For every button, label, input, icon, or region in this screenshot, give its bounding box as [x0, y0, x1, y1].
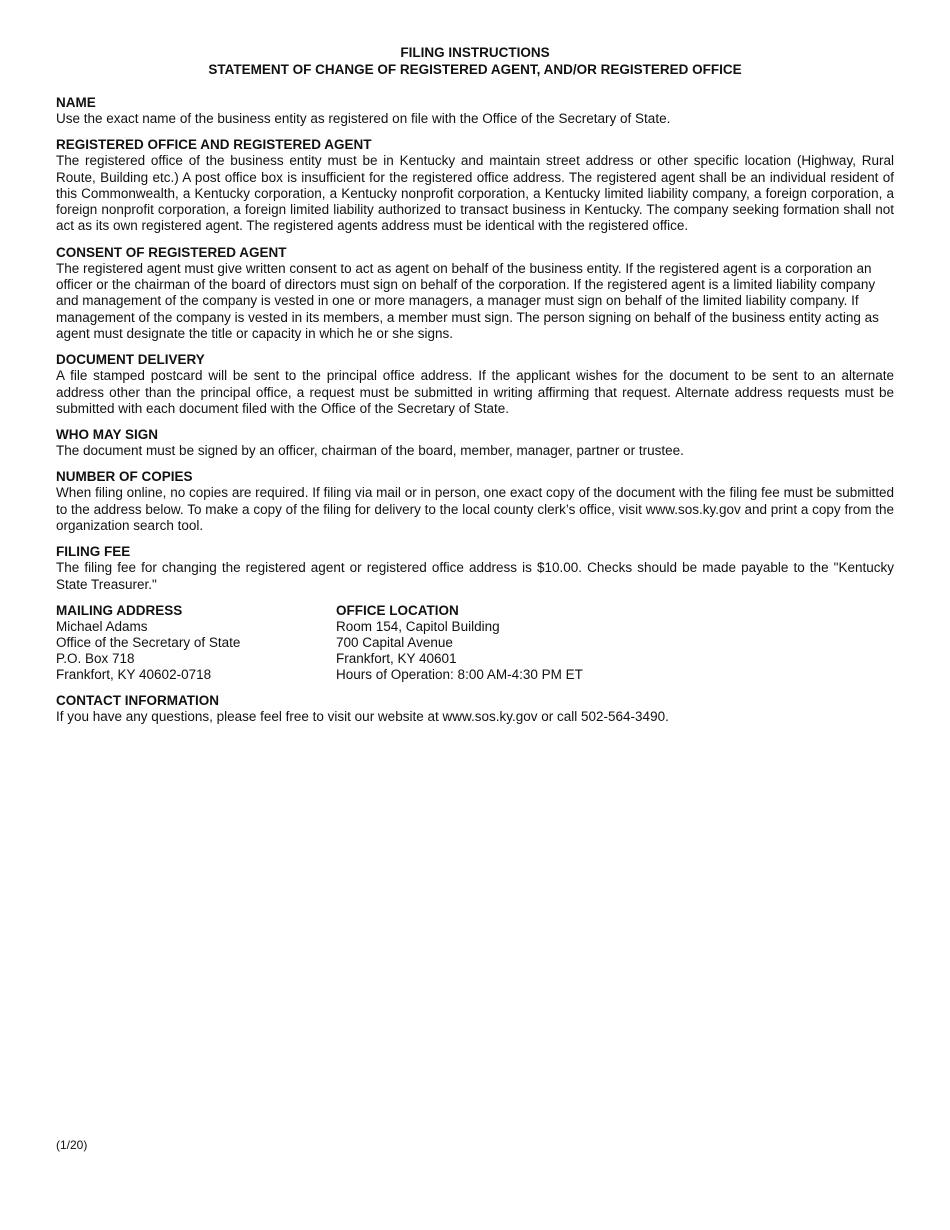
section-heading: FILING FEE	[56, 544, 131, 560]
section-copies	[56, 469, 894, 534]
section-heading: REGISTERED OFFICE AND REGISTERED AGENT	[56, 137, 372, 153]
section-registered-office	[56, 137, 894, 234]
mailing-address-line: Office of the Secretary of State	[56, 634, 241, 650]
office-location-line: Hours of Operation: 8:00 AM-4:30 PM ET	[336, 666, 583, 682]
section-consent	[56, 245, 894, 342]
section-heading: CONTACT INFORMATION	[56, 692, 219, 708]
office-location-block	[336, 603, 736, 683]
section-body: The document must be signed by an officer, chairman of the board, member, manager, partner or trustee.	[56, 443, 684, 459]
section-name	[56, 95, 894, 127]
section-body: Use the exact name of the business entity as registered on file with the Office of the Secretary of State.	[56, 111, 671, 126]
section-delivery	[56, 352, 894, 417]
office-location-line: 700 Capital Avenue	[336, 634, 453, 650]
section-who-may-sign	[56, 427, 894, 459]
page-subtitle: STATEMENT OF CHANGE OF REGISTERED AGENT, AND/OR REGISTERED OFFICE	[208, 62, 742, 77]
office-location-line: Frankfort, KY 40601	[336, 650, 457, 666]
mailing-address-line: Michael Adams	[56, 618, 148, 634]
revision-date: (1/20)	[56, 1138, 88, 1152]
section-fee	[56, 544, 894, 593]
address-columns	[56, 603, 894, 683]
section-contact	[56, 693, 894, 725]
mailing-address-line: Frankfort, KY 40602-0718	[56, 666, 212, 682]
section-heading: NUMBER OF COPIES	[56, 469, 193, 485]
section-heading: DOCUMENT DELIVERY	[56, 352, 205, 368]
section-body: The registered agent must give written consent to act as agent on behalf of the business entity. If the registered agent is a corporation an officer or the chairman of the board of directors must sign on behalf of the corporation. If the registered agent is a limited liability company and management of the company is vested in one or more managers, a manager must sign on behalf of the limited liability company. If management of the company is vested in its members, a member must sign. The person signing on behalf of the business entity acting as agent must designate the title or capacity in which he or she signs.	[56, 260, 879, 341]
office-location-heading: OFFICE LOCATION	[336, 602, 459, 618]
section-heading: NAME	[56, 95, 96, 110]
section-heading: WHO MAY SIGN	[56, 427, 159, 443]
instructions-page	[56, 44, 894, 725]
mailing-address-heading: MAILING ADDRESS	[56, 602, 183, 618]
section-heading: CONSENT OF REGISTERED AGENT	[56, 244, 287, 260]
page-title: FILING INSTRUCTIONS	[400, 45, 550, 60]
section-body: A file stamped postcard will be sent to the principal office address. If the applicant wishes for the document to be sent to an alternate address other than the principal office, a request must be submitted in writing affirming that request. Alternate address requests must be submitted with each document filed with the Office of the Secretary of State.	[56, 368, 894, 416]
section-body: The registered office of the business entity must be in Kentucky and maintain street address or other specific location (Highway, Rural Route, Building etc.) A post office box is insufficient for the registered office address. The registered agent shall be an individual resident of this Commonwealth, a Kentucky corporation, a Kentucky nonprofit corporation, a Kentucky limited liability company, a foreign corporation, a foreign nonprofit corporation, a foreign limited liability authorized to transact business in Kentucky. The company seeking formation shall not act as its own registered agent. The registered agents address must be identical with the registered office.	[56, 153, 894, 234]
mailing-address-line: P.O. Box 718	[56, 650, 135, 666]
section-body: When filing online, no copies are required. If filing via mail or in person, one exact copy of the document with the filing fee must be submitted to the address below. To make a copy of the filing for delivery to the local county clerk’s office, visit www.sos.ky.gov and print a copy from the organization search tool.	[56, 485, 894, 534]
section-body: If you have any questions, please feel free to visit our website at www.sos.ky.gov or call 502-564-3490.	[56, 708, 669, 724]
mailing-address-block	[56, 603, 336, 683]
section-body: The filing fee for changing the registered agent or registered office address is $10.00. Checks should be made payable to the "Kentucky State Treasurer."	[56, 560, 894, 592]
office-location-line: Room 154, Capitol Building	[336, 618, 500, 634]
